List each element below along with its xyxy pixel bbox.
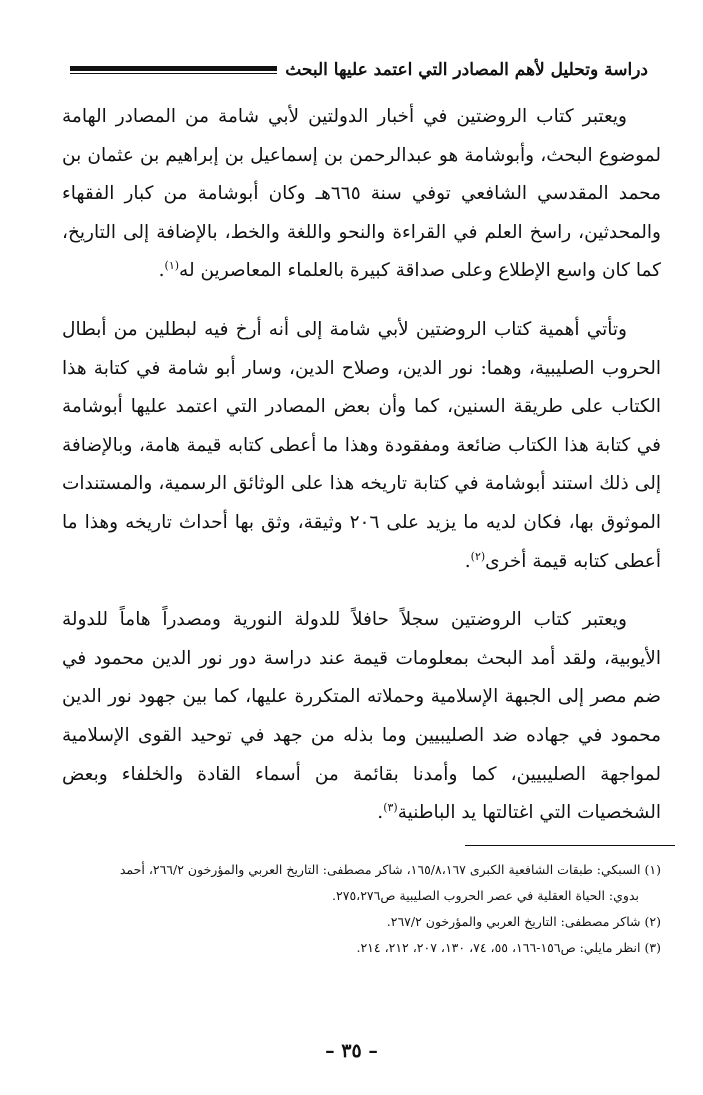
- paragraph-end: .: [464, 550, 471, 572]
- paragraph-end: .: [158, 260, 165, 282]
- footnote: [62, 857, 661, 883]
- footnote-ref[interactable]: (٢): [470, 549, 486, 563]
- header-rule-thin: [70, 73, 277, 75]
- footnote-number: (٢): [644, 914, 661, 929]
- footnote-ref[interactable]: (٣): [383, 800, 398, 814]
- footnote-number: (١): [644, 862, 661, 877]
- paragraph-end: .: [377, 802, 384, 824]
- running-header-title: دراسة وتحليل لأهم المصادر التي اعتمد عليها البحث: [285, 60, 648, 80]
- page-number: – ٣٥ –: [325, 1040, 378, 1062]
- footnote-text: انظر مايلي: ص١٥٦-١٦٦، ٥٥، ٧٤، ١٣٠، ٢٠٧، ٢١٢، ٢١٤.: [356, 940, 641, 955]
- body-text: [62, 98, 661, 853]
- paragraph-text: ويعتبر كتاب الروضتين سجلاً حافلاً للدولة النورية ومصدراً هاماً للدولة الأيوبية، ولقد أمد البحث بمعلومات قيمة عند دراسة دور نور الدين محمود في ضم مصر إلى الجبهة الإسلامية وحملاته المتكررة عليها، كما بين جهود نور الدين محمود في جهاده ضد الصليبيين وما بذله من جهد في توحيد القوى الإسلامية لمواجهة الصليبيين، كما وأمدنا بقائمة من أسماء القادة والخلفاء وبعض الشخصيات التي اغتالتها يد الباطنية: [62, 609, 661, 824]
- footnote-ref[interactable]: (١): [164, 259, 180, 273]
- paragraph-text: وتأتي أهمية كتاب الروضتين لأبي شامة إلى أنه أرخ فيه لبطلين من أبطال الحروب الصليبية، وهما: نور الدين، وصلاح الدين، وسار أبو شامة في كتابة هذا الكتاب على طريقة السنين، كما وأن بعض المصادر التي اعتمد عليها أبوشامة في كتابة هذا الكتاب ضائعة ومفقودة وهذا ما أعطى كتابه قيمة هامة، وبالإضافة إلى ذلك استند أبوشامة في كتابة تاريخه هذا على الوثائق الرسمية، والمستندات الموثوق بها، فكان لديه ما يزيد على ٢٠٦ وثيقة، وثق بها أحداث تاريخه وهذا ما أعطى كتابه قيمة أخرى: [62, 318, 661, 572]
- footnote-text: شاكر مصطفى: التاريخ العربي والمؤرخون ٢٦٧/٢.: [386, 914, 641, 929]
- footnote-number: (٣): [644, 940, 661, 955]
- header-rule: [70, 66, 277, 75]
- footnotes: [62, 857, 661, 961]
- footnote-continuation: بدوي: الحياة العقلية في عصر الحروب الصليبية ص٢٧٥،٢٧٦.: [332, 888, 639, 903]
- running-header: [70, 50, 648, 90]
- footnote: [62, 935, 661, 961]
- paragraph: [62, 311, 661, 581]
- footnote-separator: [465, 845, 675, 846]
- paragraph-text: ويعتبر كتاب الروضتين في أخبار الدولتين لأبي شامة من المصادر الهامة لموضوع البحث، وأبوشامة هو عبدالرحمن بن إسماعيل بن إبراهيم بن عثمان بن محمد المقدسي الشافعي توفي سنة ٦٦٥هـ وكان أبوشامة من كبار الفقهاء والمحدثين، راسخ العلم في القراءة والنحو واللغة والخط، بالإضافة إلى التاريخ، كما كان واسع الإطلاع وعلى صداقة كبيرة بالعلماء المعاصرين له: [62, 106, 661, 282]
- paragraph: [62, 98, 661, 291]
- footnote: [62, 909, 661, 935]
- header-rule-thick: [70, 66, 277, 71]
- footnote-text: السبكي: طبقات الشافعية الكبرى ١٦٥/٨،١٦٧، شاكر مصطفى: التاريخ العربي والمؤرخون ٢٦٦/٢، أحمد: [119, 862, 641, 877]
- paragraph: [62, 601, 661, 833]
